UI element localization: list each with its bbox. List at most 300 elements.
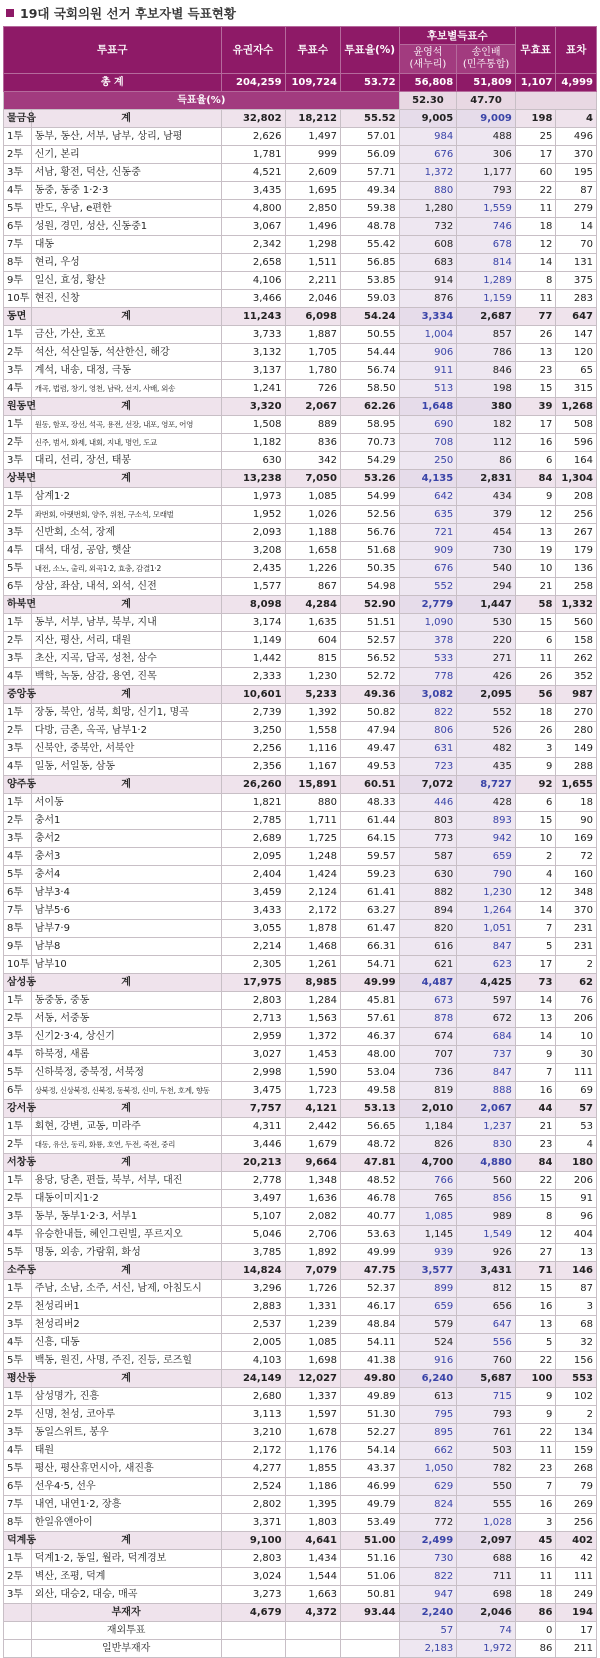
precinct-margin: 262: [556, 650, 597, 668]
precinct-candidate-1: 662: [399, 1442, 457, 1460]
precinct-margin: 102: [556, 1388, 597, 1406]
district-name: 소주동: [4, 1262, 32, 1280]
precinct-row: [4, 1136, 597, 1154]
precinct-votes: 815: [285, 650, 340, 668]
precinct-area: 벽산, 조평, 덕계: [31, 1568, 221, 1586]
precinct-number: 1투: [4, 1280, 32, 1298]
header-margin: 표차: [556, 27, 597, 74]
absentee-row-invalid: 0: [515, 1622, 556, 1640]
precinct-turnout: 59.57: [340, 848, 399, 866]
grand-total-margin: 4,999: [556, 74, 597, 92]
precinct-votes: 1,780: [285, 362, 340, 380]
precinct-votes: 1,298: [285, 236, 340, 254]
subtotal-margin: 1,268: [556, 398, 597, 416]
absentee-row-blank: [4, 1640, 32, 1658]
precinct-electorate: 3,055: [221, 920, 285, 938]
precinct-area: 내연, 내연1·2, 장흥: [31, 1496, 221, 1514]
precinct-electorate: 3,371: [221, 1514, 285, 1532]
subtotal-turnout: 47.75: [340, 1262, 399, 1280]
precinct-row: [4, 578, 597, 596]
precinct-candidate-2: 830: [457, 1136, 516, 1154]
precinct-number: 2투: [4, 434, 32, 452]
precinct-turnout: 53.63: [340, 1226, 399, 1244]
precinct-electorate: 3,497: [221, 1190, 285, 1208]
precinct-candidate-2: 426: [457, 668, 516, 686]
precinct-invalid: 7: [515, 1478, 556, 1496]
subtotal-candidate-2: 9,009: [457, 110, 516, 128]
absentee-row-label: 재외투표: [31, 1622, 221, 1640]
subtotal-turnout: 52.90: [340, 596, 399, 614]
precinct-row: [4, 1082, 597, 1100]
precinct-candidate-1: 819: [399, 1082, 457, 1100]
header-votes: 투표수: [285, 27, 340, 74]
precinct-electorate: 2,524: [221, 1478, 285, 1496]
precinct-votes: 1,434: [285, 1550, 340, 1568]
precinct-margin: 496: [556, 128, 597, 146]
precinct-invalid: 19: [515, 542, 556, 560]
precinct-invalid: 21: [515, 578, 556, 596]
precinct-number: 4투: [4, 380, 32, 398]
precinct-margin: 13: [556, 1244, 597, 1262]
precinct-area: 대석, 대성, 공암, 햇살: [31, 542, 221, 560]
precinct-invalid: 15: [515, 812, 556, 830]
precinct-invalid: 15: [515, 1190, 556, 1208]
precinct-margin: 231: [556, 920, 597, 938]
precinct-area: 백학, 녹동, 삼감, 용연, 진목: [31, 668, 221, 686]
precinct-votes: 1,395: [285, 1496, 340, 1514]
precinct-electorate: 2,356: [221, 758, 285, 776]
precinct-margin: 279: [556, 200, 597, 218]
subtotal-margin: 146: [556, 1262, 597, 1280]
precinct-votes: 1,855: [285, 1460, 340, 1478]
precinct-electorate: 3,174: [221, 614, 285, 632]
precinct-votes: 1,468: [285, 938, 340, 956]
precinct-invalid: 13: [515, 1316, 556, 1334]
precinct-row: [4, 1226, 597, 1244]
precinct-turnout: 54.98: [340, 578, 399, 596]
precinct-votes: 1,453: [285, 1046, 340, 1064]
precinct-electorate: 4,106: [221, 272, 285, 290]
precinct-margin: 159: [556, 1442, 597, 1460]
precinct-candidate-2: 556: [457, 1334, 516, 1352]
precinct-area: 한일유앤아이: [31, 1514, 221, 1532]
precinct-turnout: 48.33: [340, 794, 399, 812]
precinct-candidate-2: 540: [457, 560, 516, 578]
precinct-margin: 136: [556, 560, 597, 578]
precinct-turnout: 41.38: [340, 1352, 399, 1370]
subtotal-margin: 4: [556, 110, 597, 128]
subtotal-invalid: 100: [515, 1370, 556, 1388]
absentee-votes: 4,372: [285, 1604, 340, 1622]
subtotal-turnout: 51.00: [340, 1532, 399, 1550]
precinct-area: 동중동, 중동: [31, 992, 221, 1010]
precinct-margin: 96: [556, 1208, 597, 1226]
precinct-margin: 76: [556, 992, 597, 1010]
precinct-electorate: 3,296: [221, 1280, 285, 1298]
precinct-area: 신북안, 중북안, 서북안: [31, 740, 221, 758]
subtotal-votes: 9,664: [285, 1154, 340, 1172]
precinct-votes: 1,188: [285, 524, 340, 542]
precinct-candidate-1: 795: [399, 1406, 457, 1424]
precinct-invalid: 9: [515, 1388, 556, 1406]
precinct-row: [4, 614, 597, 632]
subtotal-votes: 7,079: [285, 1262, 340, 1280]
precinct-candidate-1: 820: [399, 920, 457, 938]
precinct-row: [4, 380, 597, 398]
precinct-number: 1투: [4, 416, 32, 434]
results-table: [3, 26, 597, 1658]
subtotal-electorate: 14,824: [221, 1262, 285, 1280]
grand-total-turnout: 53.72: [340, 74, 399, 92]
precinct-candidate-1: 613: [399, 1388, 457, 1406]
subtotal-margin: 57: [556, 1100, 597, 1118]
precinct-number: 4투: [4, 1334, 32, 1352]
precinct-margin: 111: [556, 1568, 597, 1586]
precinct-number: 9투: [4, 272, 32, 290]
precinct-turnout: 43.37: [340, 1460, 399, 1478]
subtotal-candidate-1: 7,072: [399, 776, 457, 794]
subtotal-candidate-1: 3,082: [399, 686, 457, 704]
precinct-number: 3투: [4, 524, 32, 542]
precinct-area: 용당, 당촌, 편들, 북부, 서부, 대진: [31, 1172, 221, 1190]
precinct-number: 10투: [4, 290, 32, 308]
precinct-candidate-2: 793: [457, 182, 516, 200]
subtotal-electorate: 20,213: [221, 1154, 285, 1172]
precinct-candidate-2: 1,177: [457, 164, 516, 182]
precinct-area: 천성리버2: [31, 1316, 221, 1334]
precinct-candidate-2: 1,051: [457, 920, 516, 938]
precinct-turnout: 46.17: [340, 1298, 399, 1316]
precinct-invalid: 11: [515, 1568, 556, 1586]
district-subtotal-row: [4, 686, 597, 704]
precinct-candidate-2: 812: [457, 1280, 516, 1298]
precinct-turnout: 49.58: [340, 1082, 399, 1100]
precinct-candidate-1: 378: [399, 632, 457, 650]
precinct-candidate-2: 672: [457, 1010, 516, 1028]
precinct-margin: 268: [556, 1460, 597, 1478]
district-name: 강서동: [4, 1100, 32, 1118]
precinct-candidate-2: 550: [457, 1478, 516, 1496]
precinct-invalid: 9: [515, 1046, 556, 1064]
precinct-electorate: 630: [221, 452, 285, 470]
precinct-candidate-2: 846: [457, 362, 516, 380]
precinct-row: [4, 1586, 597, 1604]
absentee-candidate-2: 2,046: [457, 1604, 516, 1622]
subtotal-turnout: 53.13: [340, 1100, 399, 1118]
district-subtotal-row: [4, 398, 597, 416]
precinct-area: 신주, 범서, 화제, 내회, 지내, 명언, 도교: [31, 434, 221, 452]
district-subtotal-row: [4, 1154, 597, 1172]
grand-total-votes: 109,724: [285, 74, 340, 92]
precinct-candidate-1: 803: [399, 812, 457, 830]
precinct-number: 4투: [4, 1046, 32, 1064]
precinct-number: 8투: [4, 254, 32, 272]
precinct-candidate-1: 773: [399, 830, 457, 848]
precinct-votes: 1,679: [285, 1136, 340, 1154]
precinct-margin: 370: [556, 146, 597, 164]
precinct-invalid: 6: [515, 794, 556, 812]
precinct-number: 8투: [4, 920, 32, 938]
precinct-invalid: 22: [515, 1172, 556, 1190]
precinct-row: [4, 1280, 597, 1298]
precinct-area: 신기, 본리: [31, 146, 221, 164]
subtotal-candidate-1: 3,577: [399, 1262, 457, 1280]
subtotal-votes: 12,027: [285, 1370, 340, 1388]
precinct-row: [4, 938, 597, 956]
precinct-invalid: 14: [515, 1028, 556, 1046]
precinct-electorate: 2,803: [221, 1550, 285, 1568]
precinct-votes: 1,497: [285, 128, 340, 146]
precinct-invalid: 8: [515, 272, 556, 290]
precinct-invalid: 4: [515, 866, 556, 884]
subtotal-votes: 15,891: [285, 776, 340, 794]
subtotal-turnout: 62.26: [340, 398, 399, 416]
precinct-votes: 1,511: [285, 254, 340, 272]
subtotal-margin: 553: [556, 1370, 597, 1388]
precinct-votes: 1,226: [285, 560, 340, 578]
precinct-invalid: 9: [515, 758, 556, 776]
subtotal-electorate: 13,238: [221, 470, 285, 488]
precinct-margin: 404: [556, 1226, 597, 1244]
subtotal-invalid: 45: [515, 1532, 556, 1550]
subtotal-candidate-1: 2,499: [399, 1532, 457, 1550]
precinct-electorate: 2,093: [221, 524, 285, 542]
precinct-row: [4, 830, 597, 848]
precinct-turnout: 56.85: [340, 254, 399, 272]
subtotal-invalid: 92: [515, 776, 556, 794]
precinct-candidate-1: 513: [399, 380, 457, 398]
precinct-electorate: 1,577: [221, 578, 285, 596]
precinct-row: [4, 218, 597, 236]
precinct-electorate: 3,733: [221, 326, 285, 344]
precinct-area: 장동, 북안, 성북, 희망, 신기1, 명곡: [31, 704, 221, 722]
precinct-candidate-2: 86: [457, 452, 516, 470]
subtotal-candidate-1: 6,240: [399, 1370, 457, 1388]
header-candidate-1: 윤영석 (새누리): [399, 45, 457, 74]
precinct-invalid: 11: [515, 650, 556, 668]
precinct-votes: 1,167: [285, 758, 340, 776]
precinct-votes: 2,850: [285, 200, 340, 218]
precinct-votes: 1,678: [285, 1424, 340, 1442]
precinct-electorate: 1,821: [221, 794, 285, 812]
precinct-margin: 4: [556, 1136, 597, 1154]
precinct-candidate-1: 533: [399, 650, 457, 668]
precinct-area: 금산, 가산, 호포: [31, 326, 221, 344]
precinct-candidate-2: 182: [457, 416, 516, 434]
precinct-turnout: 54.29: [340, 452, 399, 470]
precinct-votes: 2,442: [285, 1118, 340, 1136]
subtotal-invalid: 44: [515, 1100, 556, 1118]
precinct-margin: 32: [556, 1334, 597, 1352]
title-text: 19대 국회의원 선거 후보자별 득표현황: [20, 6, 236, 21]
subtotal-candidate-1: 4,135: [399, 470, 457, 488]
subtotal-candidate-2: 2,095: [457, 686, 516, 704]
precinct-votes: 726: [285, 380, 340, 398]
precinct-candidate-2: 786: [457, 344, 516, 362]
subtotal-electorate: 11,243: [221, 308, 285, 326]
precinct-candidate-1: 1,145: [399, 1226, 457, 1244]
precinct-candidate-1: 676: [399, 560, 457, 578]
precinct-candidate-1: 882: [399, 884, 457, 902]
precinct-candidate-1: 911: [399, 362, 457, 380]
grand-total-candidate-1: 56,808: [399, 74, 457, 92]
precinct-turnout: 54.11: [340, 1334, 399, 1352]
subtotal-candidate-2: 2,687: [457, 308, 516, 326]
precinct-margin: 156: [556, 1352, 597, 1370]
precinct-area: 상삼, 좌삼, 내석, 외석, 신전: [31, 578, 221, 596]
precinct-candidate-2: 790: [457, 866, 516, 884]
precinct-candidate-1: 579: [399, 1316, 457, 1334]
precinct-row: [4, 1028, 597, 1046]
subtotal-electorate: 32,802: [221, 110, 285, 128]
precinct-turnout: 70.73: [340, 434, 399, 452]
precinct-margin: 267: [556, 524, 597, 542]
precinct-area: 백동, 원진, 사명, 주진, 진등, 로즈힐: [31, 1352, 221, 1370]
precinct-candidate-2: 711: [457, 1568, 516, 1586]
precinct-turnout: 61.47: [340, 920, 399, 938]
precinct-row: [4, 650, 597, 668]
precinct-margin: 596: [556, 434, 597, 452]
absentee-row-turnout: [340, 1640, 399, 1658]
precinct-row: [4, 254, 597, 272]
precinct-candidate-2: 942: [457, 830, 516, 848]
precinct-turnout: 50.82: [340, 704, 399, 722]
precinct-row: [4, 362, 597, 380]
precinct-candidate-1: 683: [399, 254, 457, 272]
precinct-number: 6투: [4, 218, 32, 236]
subtotal-electorate: 7,757: [221, 1100, 285, 1118]
precinct-candidate-2: 597: [457, 992, 516, 1010]
precinct-row: [4, 794, 597, 812]
precinct-row: [4, 128, 597, 146]
subtotal-votes: 8,985: [285, 974, 340, 992]
precinct-invalid: 22: [515, 1424, 556, 1442]
precinct-margin: 270: [556, 704, 597, 722]
precinct-candidate-1: 676: [399, 146, 457, 164]
precinct-margin: 206: [556, 1172, 597, 1190]
precinct-number: 7투: [4, 236, 32, 254]
subtotal-turnout: 54.24: [340, 308, 399, 326]
precinct-row: [4, 992, 597, 1010]
precinct-number: 7투: [4, 1496, 32, 1514]
precinct-candidate-2: 454: [457, 524, 516, 542]
precinct-margin: 160: [556, 866, 597, 884]
precinct-invalid: 9: [515, 1406, 556, 1424]
precinct-electorate: 2,305: [221, 956, 285, 974]
precinct-electorate: 3,446: [221, 1136, 285, 1154]
precinct-invalid: 16: [515, 1550, 556, 1568]
precinct-area: 덕계1·2, 동일, 월라, 덕계경보: [31, 1550, 221, 1568]
precinct-candidate-1: 629: [399, 1478, 457, 1496]
precinct-candidate-2: 623: [457, 956, 516, 974]
precinct-candidate-1: 723: [399, 758, 457, 776]
precinct-candidate-1: 736: [399, 1064, 457, 1082]
precinct-votes: 2,706: [285, 1226, 340, 1244]
precinct-votes: 1,337: [285, 1388, 340, 1406]
subtotal-electorate: 10,601: [221, 686, 285, 704]
precinct-turnout: 49.89: [340, 1388, 399, 1406]
subtotal-invalid: 73: [515, 974, 556, 992]
precinct-candidate-2: 428: [457, 794, 516, 812]
precinct-row: [4, 1244, 597, 1262]
precinct-electorate: 4,800: [221, 200, 285, 218]
precinct-row: [4, 560, 597, 578]
precinct-area: 반도, 우남, e편한: [31, 200, 221, 218]
precinct-turnout: 50.35: [340, 560, 399, 578]
absentee-row-margin: 211: [556, 1640, 597, 1658]
absentee-row-candidate-1: 57: [399, 1622, 457, 1640]
precinct-electorate: 1,149: [221, 632, 285, 650]
precinct-candidate-2: 1,289: [457, 272, 516, 290]
precinct-electorate: 2,778: [221, 1172, 285, 1190]
precinct-candidate-2: 552: [457, 704, 516, 722]
precinct-candidate-1: 635: [399, 506, 457, 524]
precinct-candidate-2: 271: [457, 650, 516, 668]
precinct-number: 5투: [4, 866, 32, 884]
precinct-turnout: 48.78: [340, 218, 399, 236]
precinct-row: [4, 416, 597, 434]
precinct-electorate: 2,803: [221, 992, 285, 1010]
precinct-invalid: 22: [515, 1352, 556, 1370]
subtotal-invalid: 84: [515, 470, 556, 488]
precinct-row: [4, 704, 597, 722]
subtotal-votes: 7,050: [285, 470, 340, 488]
precinct-candidate-1: 765: [399, 1190, 457, 1208]
precinct-number: 4투: [4, 1226, 32, 1244]
precinct-number: 1투: [4, 488, 32, 506]
precinct-candidate-2: 435: [457, 758, 516, 776]
results-body: [4, 74, 597, 1658]
precinct-number: 1투: [4, 992, 32, 1010]
absentee-row-margin: 17: [556, 1622, 597, 1640]
precinct-row: [4, 1568, 597, 1586]
precinct-invalid: 7: [515, 1064, 556, 1082]
absentee-row-label: 일반부재자: [31, 1640, 221, 1658]
precinct-number: 2투: [4, 1010, 32, 1028]
precinct-margin: 18: [556, 794, 597, 812]
precinct-candidate-1: 673: [399, 992, 457, 1010]
precinct-area: 충서3: [31, 848, 221, 866]
subtotal-candidate-1: 1,648: [399, 398, 457, 416]
precinct-margin: 283: [556, 290, 597, 308]
precinct-candidate-2: 684: [457, 1028, 516, 1046]
subtotal-turnout: 53.26: [340, 470, 399, 488]
precinct-row: [4, 1514, 597, 1532]
precinct-electorate: 2,680: [221, 1388, 285, 1406]
precinct-votes: 2,124: [285, 884, 340, 902]
precinct-candidate-2: 198: [457, 380, 516, 398]
district-subtotal-row: [4, 1370, 597, 1388]
precinct-electorate: 3,027: [221, 1046, 285, 1064]
precinct-row: [4, 1046, 597, 1064]
precinct-votes: 1,698: [285, 1352, 340, 1370]
precinct-invalid: 10: [515, 830, 556, 848]
precinct-electorate: 3,466: [221, 290, 285, 308]
precinct-invalid: 60: [515, 164, 556, 182]
grand-total-label: 총 계: [4, 74, 222, 92]
precinct-area: 신하북정, 중북정, 서북정: [31, 1064, 221, 1082]
precinct-electorate: 2,537: [221, 1316, 285, 1334]
precinct-candidate-1: 909: [399, 542, 457, 560]
precinct-margin: 111: [556, 1064, 597, 1082]
district-subtotal-row: [4, 308, 597, 326]
precinct-margin: 280: [556, 722, 597, 740]
vote-rate-candidate-1: 52.30: [399, 92, 457, 110]
precinct-candidate-1: 806: [399, 722, 457, 740]
precinct-electorate: 4,521: [221, 164, 285, 182]
header-electorate: 유권자수: [221, 27, 285, 74]
precinct-candidate-2: 659: [457, 848, 516, 866]
